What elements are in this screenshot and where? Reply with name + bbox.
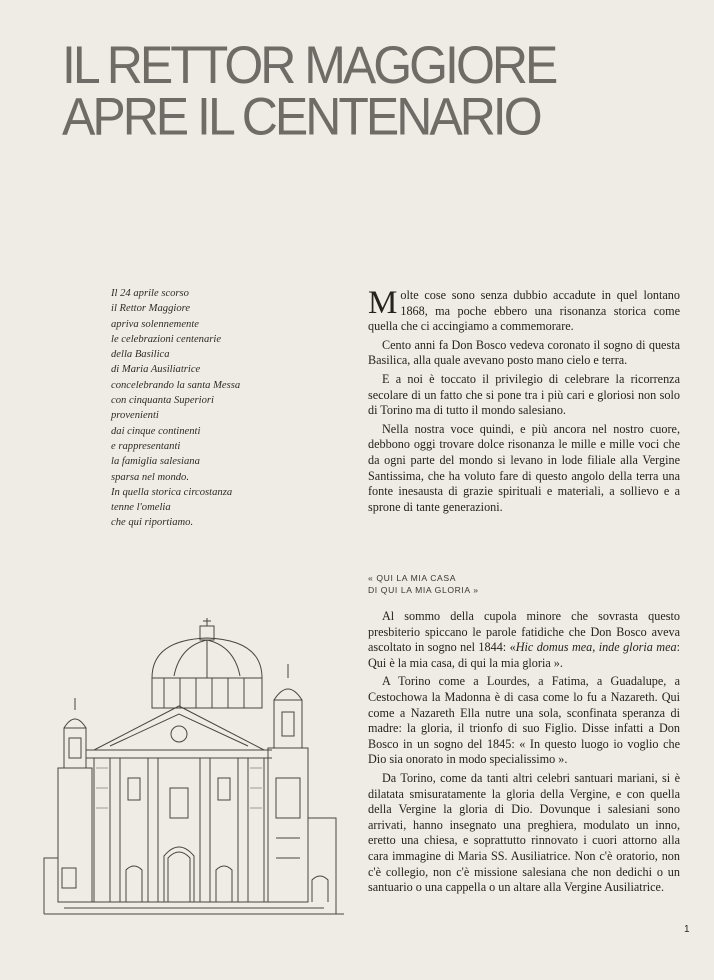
page-number: 1 xyxy=(684,924,690,935)
paragraph-text: : Qui è la mia casa, di qui la mia gloria ». xyxy=(368,640,680,670)
latin-quote: Hic domus mea, inde gloria mea xyxy=(515,640,677,655)
intro-line: concelebrando la santa Messa xyxy=(111,379,241,391)
paragraph xyxy=(368,609,680,671)
intro-line: dai cinque continenti xyxy=(111,425,201,437)
intro-line: tenne l'omelia xyxy=(111,502,171,514)
section-heading xyxy=(368,572,668,596)
intro-line: con cinquanta Superiori xyxy=(111,395,214,407)
paragraph: Da Torino, come da tanti altri celebri santuari mariani, si è dilatata smisuratamente la gloria della Vergine, e con quella della Vergine la gloria di Dio. Dovunque i salesiani sono arrivati, hanno insegnato una preghiera, modulato un inno, eretto una chiesa, e soprattutto rinnovato i cuori attorno alla cara immagine di Maria SS. Ausiliatrice. Non c'è oratorio, non c'è collegio, non c'è missione salesiana che non dedichi o un santuario o una cappella o un altare alla Vergine Ausiliatrice. xyxy=(368,770,680,895)
intro-line: la famiglia salesiana xyxy=(111,456,200,468)
intro-line: apriva solennemente xyxy=(111,318,199,330)
article-body-bottom xyxy=(368,609,680,899)
intro-line: Il 24 aprile scorso xyxy=(111,288,189,299)
intro-line: e rappresentanti xyxy=(111,440,181,452)
intro-line: In quella storica circostanza xyxy=(111,486,233,498)
basilica-drawing xyxy=(24,618,354,923)
paragraph: Cento anni fa Don Bosco vedeva coronato il sogno di questa Basilica, alla quale avevano posto mano cielo e terra. xyxy=(368,337,680,368)
intro-caption xyxy=(111,286,311,531)
section-heading-line-1: « QUI LA MIA CASA xyxy=(368,573,457,583)
paragraph: Nella nostra voce quindi, e più ancora nel nostro cuore, debbono oggi trovare dolce risonanza le mille e mille voci che da ogni parte del mondo si levano in lode filiale alla Vergine Santissima, che ha voluto fare di questo angolo della terra una fonte inesausta di grazie spirituali e materiali, a sollievo e a sprone di tante generazioni. xyxy=(368,421,680,514)
paragraph-text: olte cose sono senza dubbio accadute in quel lontano 1868, ma poche ebbero una risonanza storica come quella che ci accingiamo a commemorare. xyxy=(368,288,680,334)
intro-line: le celebrazioni centenarie xyxy=(111,333,222,345)
paragraph xyxy=(368,285,680,335)
intro-line: provenienti xyxy=(111,410,159,422)
title-line-2: APRE IL CENTENARIO xyxy=(62,87,540,147)
article-body-top xyxy=(368,285,680,518)
section-heading-line-2: DI QUI LA MIA GLORIA » xyxy=(368,585,479,595)
intro-line: che qui riportiamo. xyxy=(111,517,194,529)
intro-line: della Basilica xyxy=(111,349,170,361)
article-title xyxy=(62,35,682,147)
intro-line: di Maria Ausiliatrice xyxy=(111,364,201,376)
paragraph-text: Al sommo della cupola minore che sovrasta questo presbiterio spiccano le parole fatidiche che Don Bosco aveva ascoltato in sogno nel 1844: « xyxy=(368,609,680,655)
drop-cap: M xyxy=(368,285,398,321)
paragraph: A Torino come a Lourdes, a Fatima, a Guadalupe, a Cestochowa la Madonna è di casa come lo fu a Nazareth. Qui come a Nazareth Ella nutre una sola, sconfinata speranza di madre: la gloria, il trionfo di suo Figlio. Disse infatti a Don Bosco in un sogno del 1845: « In questo luogo io voglio che Dio sia onorato in modo specialissimo ». xyxy=(368,674,680,767)
intro-line: sparsa nel mondo. xyxy=(111,471,189,483)
title-line-1: IL RETTOR MAGGIORE xyxy=(62,35,556,95)
intro-line: il Rettor Maggiore xyxy=(111,303,191,315)
paragraph: E a noi è toccato il privilegio di celebrare la ricorrenza secolare di un fatto che si pone tra i più cari e gloriosi non solo di Torino ma di tutto il mondo salesiano. xyxy=(368,371,680,418)
